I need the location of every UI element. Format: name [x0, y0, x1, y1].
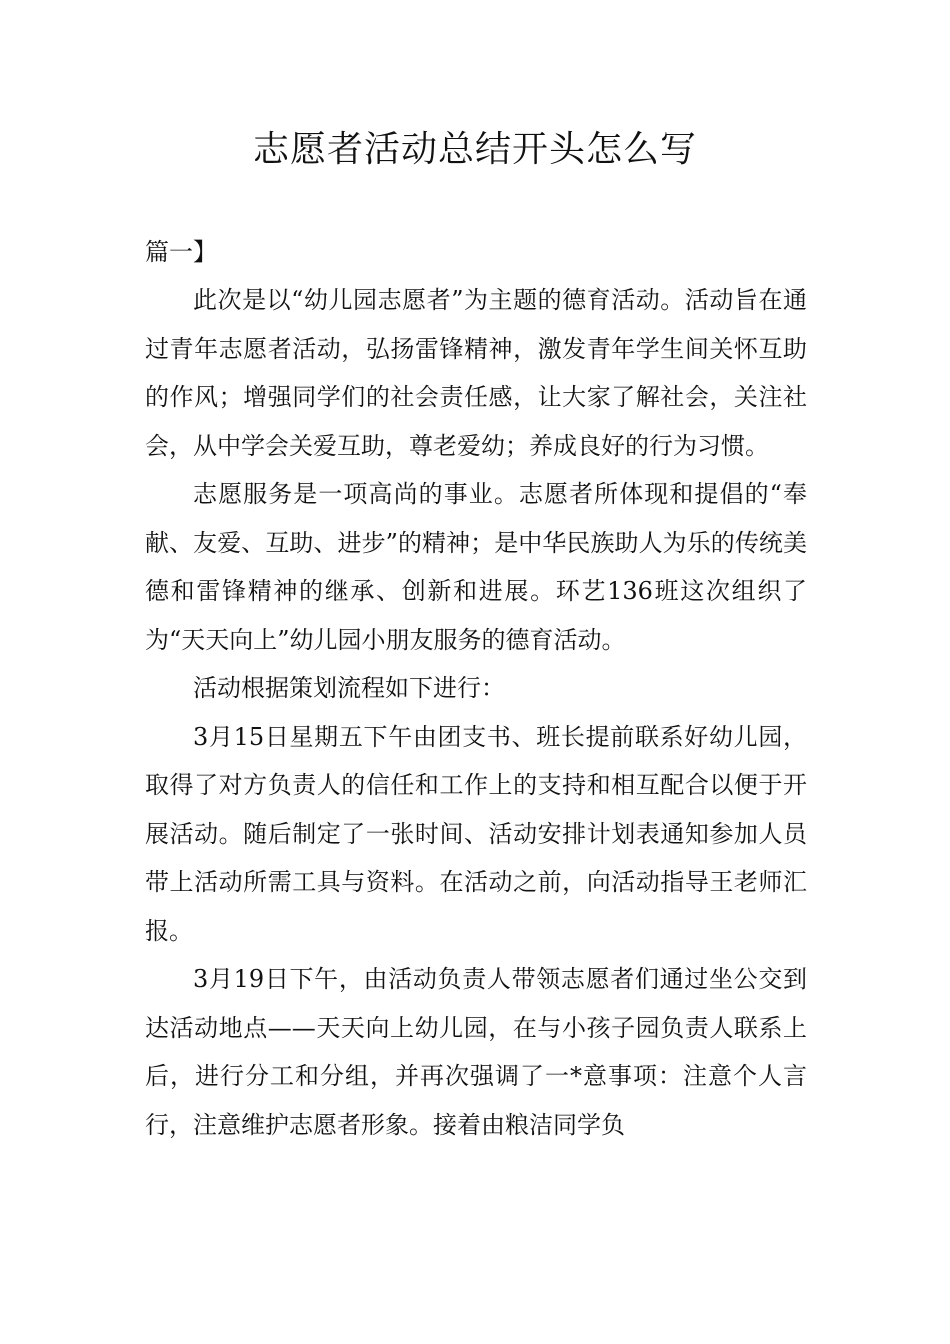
paragraph-3: 活动根据策划流程如下进行：	[193, 674, 505, 702]
paragraph-1: 此次是以“幼儿园志愿者”为主题的德育活动。活动旨在通过青年志愿者活动，弘扬雷锋精神，激发青年学生间关怀互助的作风；增强同学们的社会责任感，让大家了解社会，关注社会，从中学会关爱互助，尊老爱幼；养成良好的行为习惯。	[145, 286, 807, 460]
paragraph-5: 3月19日下午，由活动负责人带领志愿者们通过坐公交到达活动地点——天天向上幼儿园，在与小孩子园负责人联系上后，进行分工和分组，并再次强调了一*意事项：注意个人言行，注意维护志愿者形象。接着由粮洁同学负	[145, 965, 807, 1139]
paragraph-2: 志愿服务是一项高尚的事业。志愿者所体现和提倡的“奉献、友爱、互助、进步”的精神；是中华民族助人为乐的传统美德和雷锋精神的继承、创新和进展。环艺136班这次组织了为“天天向上”幼儿园小朋友服务的德育活动。	[145, 480, 807, 654]
section-heading: 篇一】	[145, 238, 217, 266]
paragraph-4: 3月15日星期五下午由团支书、班长提前联系好幼儿园，取得了对方负责人的信任和工作上的支持和相互配合以便于开展活动。随后制定了一张时间、活动安排计划表通知参加人员带上活动所需工具与资料。在活动之前，向活动指导王老师汇报。	[145, 722, 807, 945]
document-title: 志愿者活动总结开头怎么写	[252, 129, 697, 170]
document-body	[145, 276, 807, 1149]
